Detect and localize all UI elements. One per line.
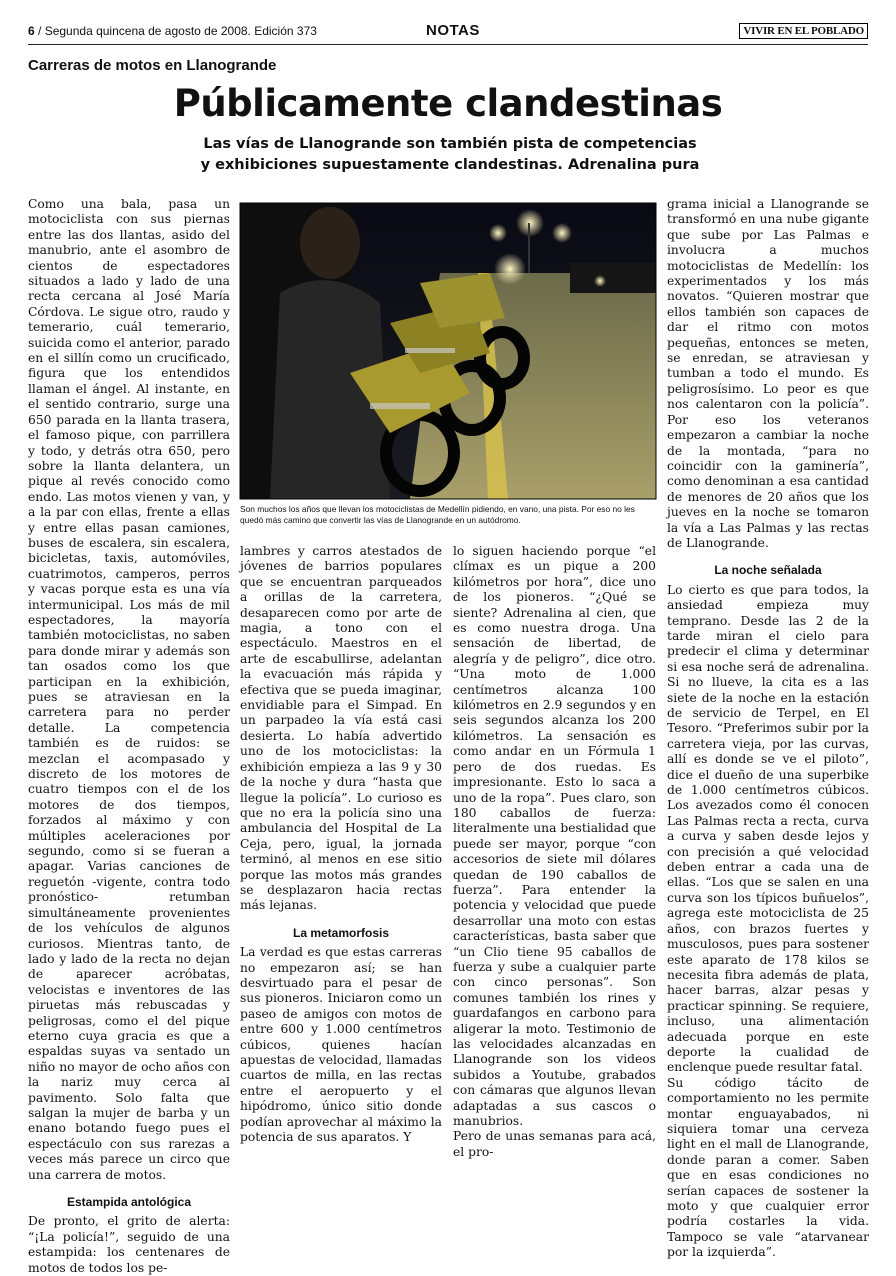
body-paragraph: Lo cierto es que para todos, la ansiedad empieza muy temprano. Desde las 2 de la tarde miran el cielo para predecir el clima y determinar si esa noche será de adrenalina. Si no llueve, la cita es a las siete de la noche en la estación de servicio de Terpel, en El Tesoro. “Preferimos subir por la carretera vieja, por las curvas, allí es donde se ve el piloto”, dice el dueño de una superbike de 1.000 centímetros cúbicos. Los avezados como él conocen Las Palmas recta a recta, curva a curva y saben desde lejos y con precisión a qué velocidad deben entrar a cada una de ellas. “Los que se salen en una curva son los típicos buñuelos”, agrega este motociclista de 25 años, con brazos fuertes y musculosos, pues para sostener este aparato de 178 kilos se necesita fibra además de plata, hacer barras, alzar pesas y practicar spinning. Se requiere, incluso, una alimentación adecuada porque en este deporte la cualidad de enclenque puede resultar fatal. — [667, 582, 869, 1075]
deck-line-1: Las vías de Llanogrande son también pista de competencias — [203, 136, 697, 152]
body-paragraph: grama inicial a Llanogrande se transformó en una nube gigante que sube por Las Palmas e involucra a muchos motociclistas de Medellín: los experimentados y los más novatos. “Quieren mostrar que ellos también son capaces de dar el ritmo con motos pequeñas, entonces se meten, se enredan, se atraviesan y tumban a todo el mundo. Es peligrosísimo. Lo peor es que nos calentaron con la policía”. Por eso los veteranos empezaron a cambiar la noche de la montada, “para no coincidir con la gaminería”, como denominan a esa cantidad de menores de 20 años que los jueves en la noche se tomaron la vía a Las Palmas y las rectas de Llanogrande. — [667, 197, 869, 550]
article-kicker: Carreras de motos en Llanogrande — [28, 57, 277, 74]
motorcycles-night-image — [240, 203, 656, 499]
column-4 — [667, 197, 869, 1260]
column-1 — [28, 197, 230, 1275]
motorcycles-photo — [240, 203, 656, 499]
page-header — [28, 20, 868, 45]
article-deck — [200, 134, 700, 176]
photo-caption: Son muchos los años que llevan los motociclistas de Medellín pidiendo, en vano, una pista. Por eso no les quedó más camino que convertir las vías de Llanogrande en un autódromo. — [240, 504, 635, 525]
body-paragraph: Su código tácito de comportamiento no les permite montar enguayabados, ni siquiera tomar una cerveza light en el mall de Llanogrande, donde paran a comer. Saben que en esas condiciones no serían capaces de sostener la moto y que cualquier error podría costarles la vida. Tampoco se vale “atarvanear por la izquierda”. — [667, 1075, 869, 1260]
subhead-estampida: Estampida antológica — [66, 1195, 192, 1209]
publication-logo: VIVIR EN EL POBLADO — [739, 23, 868, 39]
body-paragraph: lambres y carros atestados de jóvenes de barrios populares que se encuentran parqueados a orillas de la carretera, desaparecen como por arte de magia, a tono con el espectáculo. Maestros en el arte de escabullirse, adelantan la evacuación más rápida y efectiva que se pueda imaginar, envidiable para el Simpad. En un parpadeo la vía está casi desierta. Lo había advertido uno de los motociclistas: la exhibición empieza a las 9 y 30 de la noche y dura “hasta que llegue la policía”. Lo curioso es que no era la policía sino una ambulancia del Hospital de La Ceja, pero, igual, la jornada terminó, al menos en ese sitio porque las motos más grandes se desplazaron hacia rectas más lejanas. — [240, 544, 442, 913]
subhead-noche: La noche señalada — [714, 563, 822, 578]
section-name: NOTAS — [426, 22, 480, 39]
body-paragraph: lo siguen haciendo porque “el clímax es un pique a 200 kilómetros por hora”, dice uno de los pioneros. “¿Qué se siente? Adrenalina al cien, que es como nuestra droga. Una sensación de libertad, de alegría y de peligro”, dice otro. “Una moto de 1.000 centímetros alcanza 100 kilómetros en 2.9 segundos y en seis segundos alcanza los 200 kilómetros. La sensación es como andar en un Fórmula 1 pero de dos ruedas. Es impresionante. Esto lo saca a uno de la ropa”. Pues claro, son 180 caballos de fuerza: literalmente una bestialidad que puede ser mayor, porque “con accesorios de siete mil dólares quedan de 190 caballos de fuerza”. Para entender la potencia y velocidad que puede desarrollar una moto con estas características, basta saber que “un Clio tiene 95 caballos de fuerza y sube a cualquier parte con cinco personas”. Son comunes también los rines y guardafangos en carbono para aligerar la moto. Testimonio de las velocidades alcanzadas en Llanogrande son los videos subidos a Youtube, grabados con cámaras que algunos llevan adaptadas a sus cascos o manubrios. — [453, 544, 656, 1129]
column-2 — [240, 544, 442, 1145]
body-paragraph: Pero de unas semanas para acá, el pro- — [453, 1129, 656, 1159]
body-paragraph: Como una bala, pasa un motociclista con sus piernas entre las dos llantas, asido del manubrio, ante el asombro de cientos de espectadores situados a lado y lado de una recta cercana al José María Córdova. Le sigue otro, raudo y temerario, cuál temerario, suicida como el anterior, parado en el sillín como un crucificado, figura que los entendidos llaman el ángel. Al instante, en el sentido contrario, surge una 650 parada en la llanta trasera, el famoso pique, con parrillera y todo, y detrás otra 650, pero sobre la llanta delantera, un pique al revés conocido como endo. Las motos vienen y van, y a la par con ellas, frente a ellas y entre ellas pasan camiones, buses de escalera, sin escalera, bicicletas, taxis, automóviles, cuatrimotos, camperos, perros y vacas porque esta es una vía intermunicipal. Los más de mil espectadores, la mayoría también motociclistas, no saben para donde mirar y además son tan osados como los que participan en la exhibición, pues se atraviesan en la carretera para no perder detalle. La competencia también es de ruidos: se mezclan el acompasado y discreto de los motores de cuatro tiempos con el de los motores de dos tiempos, forzados al máximo y con múltiples aceleraciones por segundo, como si se fueran a apagar. Varias canciones de reguetón -vigente, contra todo pronóstico- retumban simultáneamente provenientes de los vehículos de algunos curiosos. Mientras tanto, de lado y lado de la recta no dejan de aparecer acróbatas, velocistas e inventores de las piruetas más rebuscadas y peligrosas, como el del pique eterno cuya gracia es que a espaldas suyas va sentado un niño no mayor de ocho años con la nariz muy cerca al pavimento. Solo falta que salgan la mujer de barba y un enano botando fuego pues el espectáculo con sus rarezas a veces más parece un circo que una carrera de motos. — [28, 197, 230, 1182]
deck-line-2: y exhibiciones supuestamente clandestinas. Adrenalina pura — [200, 157, 700, 173]
issue-date: Segunda quincena de agosto de 2008. Edición 373 — [44, 24, 317, 38]
page-number: 6 — [28, 24, 35, 38]
body-paragraph: De pronto, el grito de alerta: “¡La policía!”, seguido de una estampida: los centenares de motos de todos los pe- — [28, 1214, 230, 1275]
subhead-metamorfosis: La metamorfosis — [292, 925, 390, 940]
article-headline: Públicamente clandestinas — [173, 82, 723, 125]
page-folio: 6 / Segunda quincena de agosto de 2008. Edición 373 — [28, 24, 317, 38]
column-3 — [453, 544, 656, 1159]
body-paragraph: La verdad es que estas carreras no empezaron así; se han desvirtuado para el pesar de sus pioneros. Iniciaron como un paseo de amigos con motos de entre 600 y 1.000 centímetros cúbicos, quienes hacían apuestas de velocidad, llamadas cuartos de milla, en las rectas entre el aeropuerto y el hipódromo, único sitio donde podían aprovechar al máximo la potencia de sus aparatos. Y — [240, 945, 442, 1145]
